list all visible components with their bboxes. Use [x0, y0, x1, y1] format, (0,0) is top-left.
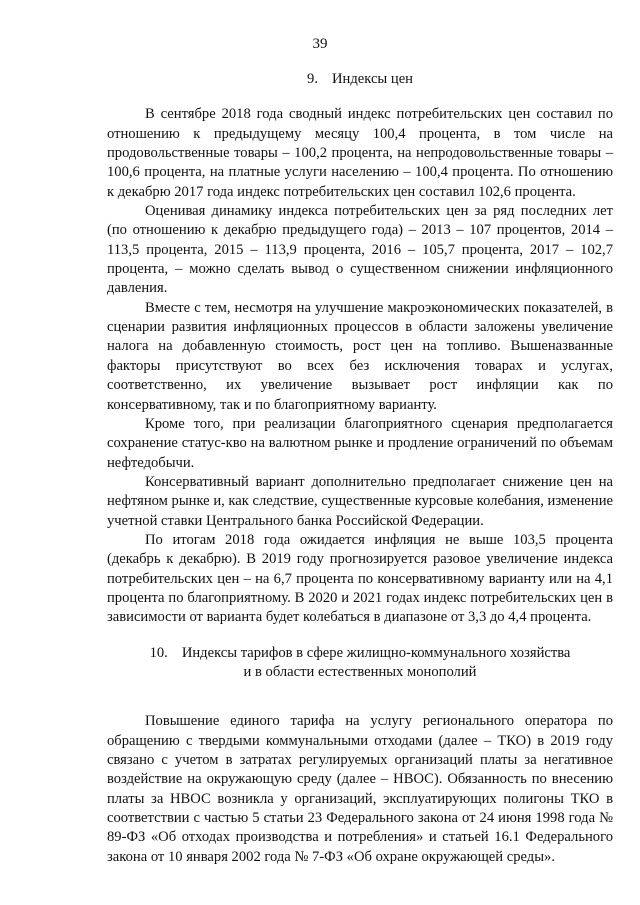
section-10-paragraph-1: Повышение единого тарифа на услугу регионального оператора по обращению с твердыми коммунальными отходами (далее – ТКО) в 2019 году связано с учетом в затратах регулируемых организаций платы за негативное воздействие на окружающую среду (далее – НВОС). Обязанность по внесению платы за НВОС возникла у организаций, эксплуатирующих полигоны ТКО в соответствии с частью 5 статьи 23 Федерального закона от 24 июня 1998 года № 89-ФЗ «Об отходах производства и потребления» и статьей 16.1 Федерального закона от 10 января 2002 года № 7-ФЗ «Об охране окружающей среды». [107, 713, 613, 865]
section-9-paragraph-3: Вместе с тем, несмотря на улучшение макроэкономических показателей, в сценарии развития инфляционных процессов в области заложены увеличение налога на добавленную стоимость, рост цен на топливо. Вышеназванные факторы присутствуют во всех без исключения товарах и услугах, соответственно, их увеличение вызывает рост инфляции как по консервативному, так и по благоприятному варианту. [107, 299, 613, 413]
section-10-title-line-1-wrap [150, 645, 571, 661]
section-10-title-line-2: и в области естественных монополий [243, 663, 477, 680]
page-content [107, 70, 613, 867]
section-9-paragraph-5: Консервативный вариант дополнительно предполагает снижение цен на нефтяном рынке и, как следствие, существенные курсовые колебания, изменение учетной ставки Центрального банка Российской Федерации. [107, 473, 613, 529]
page-number: 39 [312, 36, 328, 52]
section-9-paragraph-6: По итогам 2018 года ожидается инфляция не выше 103,5 процента (декабрь к декабрю). В 2019 году прогнозируется разовое увеличение индекса потребительских цен – на 6,7 процента по консервативному варианту или на 4,1 процента по благоприятному. В 2020 и 2021 годах индекс потребительских цен в зависимости от варианта будет колебаться в диапазоне от 3,3 до 4,4 процента. [107, 531, 613, 626]
section-10-number: 10. [149, 644, 168, 661]
section-9-number: 9. [307, 71, 318, 87]
section-10-heading [107, 644, 613, 683]
section-9-paragraph-4: Кроме того, при реализации благоприятного сценария предполагается сохранение статус-кво на валютном рынке и продление ограничений по объемам нефтедобычи. [107, 415, 613, 471]
section-10-title-line-1: Индексы тарифов в сфере жилищно-коммунального хозяйства [181, 644, 571, 661]
section-9-paragraph-2: Оценивая динамику индекса потребительских цен за ряд последних лет (по отношению к декабрю предыдущего года) – 2013 – 107 процентов, 2014 – 113,5 процента, 2015 – 113,9 процента, 2016 – 105,7 процента, 2017 – 102,7 процента, – можно сделать вывод о существенном снижении инфляционного давления. [107, 203, 613, 297]
section-9-paragraph-1: В сентябре 2018 года сводный индекс потребительских цен составил по отношению к предыдущему месяцу 100,4 процента, в том числе на продовольственные товары – 100,2 процента, на непродовольственные товары – 100,6 процента, на платные услуги населению – 100,4 процента. По отношению к декабрю 2017 года индекс потребительских цен составил 102,6 процента. [107, 106, 613, 200]
section-9-title: Индексы цен [331, 71, 413, 87]
section-9-heading [107, 70, 613, 89]
